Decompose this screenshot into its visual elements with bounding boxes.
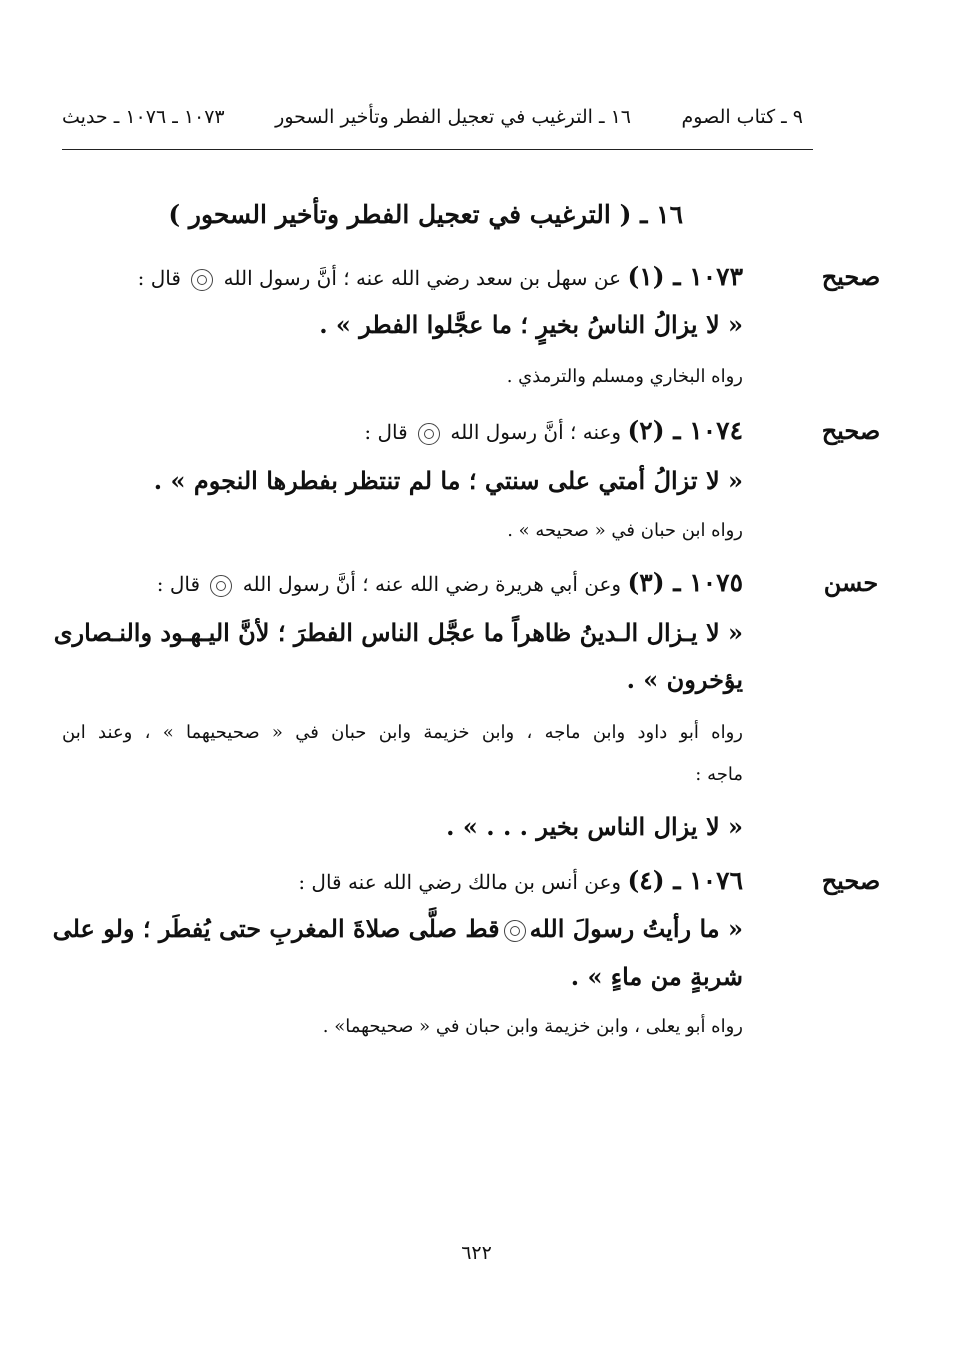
header-range: ١٠٧٣ ـ ١٠٧٦ ـ حديث [62, 106, 225, 128]
intro-end: قال : [364, 420, 408, 444]
running-header [62, 100, 803, 134]
grade-label: صحيح [821, 262, 881, 291]
intro-text: عن سهل بن سعد رضي الله عنه ؛ أنَّ رسول الله [223, 266, 622, 290]
hadith-intro [62, 568, 743, 597]
hadith-text: « لا تزالُ أمتي على سنتي ؛ ما لم تنتظر بفطرها النجوم » . [153, 466, 743, 495]
hadith-text-part: « ما رأيتُ رسولَ الله [529, 914, 743, 943]
grade-label: صحيح [821, 866, 881, 895]
grade-label: حسن [823, 568, 879, 597]
intro-text: وعن أنس بن مالك رضي الله عنه قال : [298, 870, 622, 894]
hadith-intro [62, 866, 743, 895]
hadith-number: ١٠٧٦ ـ (٤) [627, 866, 743, 895]
salutation-seal-icon [210, 575, 232, 597]
hadith-source-line: رواه أبو داود وابن ماجه ، وابن خزيمة وابن حبان في « صحيحيهما » ، وعند ابن [62, 722, 743, 743]
hadith-text: « لا يزالُ الناسُ بخيرٍ ؛ ما عجَّلوا الفطر » . [319, 310, 743, 339]
salutation-seal-icon [191, 269, 213, 291]
header-rule [62, 149, 813, 150]
hadith-text-part: قط صلَّى صلاةَ المغربِ حتى يُفطَر ؛ ولو على [52, 914, 500, 943]
hadith-intro [62, 416, 743, 445]
hadith-source: رواه ابن حبان في « صحيحه » . [507, 520, 743, 541]
hadith-text-line [52, 914, 743, 943]
grade-label: صحيح [821, 416, 881, 445]
page-number: ٦٢٢ [461, 1242, 492, 1264]
salutation-seal-icon [418, 423, 440, 445]
intro-text: وعنه ؛ أنَّ رسول الله [450, 420, 622, 444]
salutation-seal-icon [504, 920, 526, 942]
intro-text: وعن أبي هريرة رضي الله عنه ؛ أنَّ رسول الله [242, 572, 622, 596]
hadith-text-line: يؤخرون » . [626, 665, 743, 694]
hadith-variant-text: « لا يزال الناس بخير . . . » . [446, 812, 743, 841]
hadith-intro [62, 262, 743, 291]
hadith-source-line: ماجه : [695, 764, 743, 785]
hadith-source: رواه البخاري ومسلم والترمذي . [506, 366, 743, 387]
hadith-number: ١٠٧٣ ـ (١) [627, 262, 743, 291]
hadith-number: ١٠٧٥ ـ (٣) [627, 568, 743, 597]
header-book: ٩ ـ كتاب الصوم [681, 106, 803, 128]
hadith-source: رواه أبو يعلى ، وابن خزيمة وابن حبان في « صحيحهما» . [322, 1016, 743, 1037]
header-chapter: ١٦ ـ الترغيب في تعجيل الفطر وتأخير السحور [275, 106, 632, 128]
intro-end: قال : [137, 266, 181, 290]
hadith-text-line: « لا يـزال الـدينُ ظاهراً ما عجَّل الناس الفطرَ ؛ لأنَّ اليـهـود والنـصارى [53, 618, 743, 647]
chapter-title: ١٦ ـ ( الترغيب في تعجيل الفطر وتأخير السحور ) [168, 200, 683, 229]
hadith-number: ١٠٧٤ ـ (٢) [627, 416, 743, 445]
intro-end: قال : [156, 572, 200, 596]
hadith-text-line: شربةٍ من ماءٍ » . [570, 962, 743, 991]
